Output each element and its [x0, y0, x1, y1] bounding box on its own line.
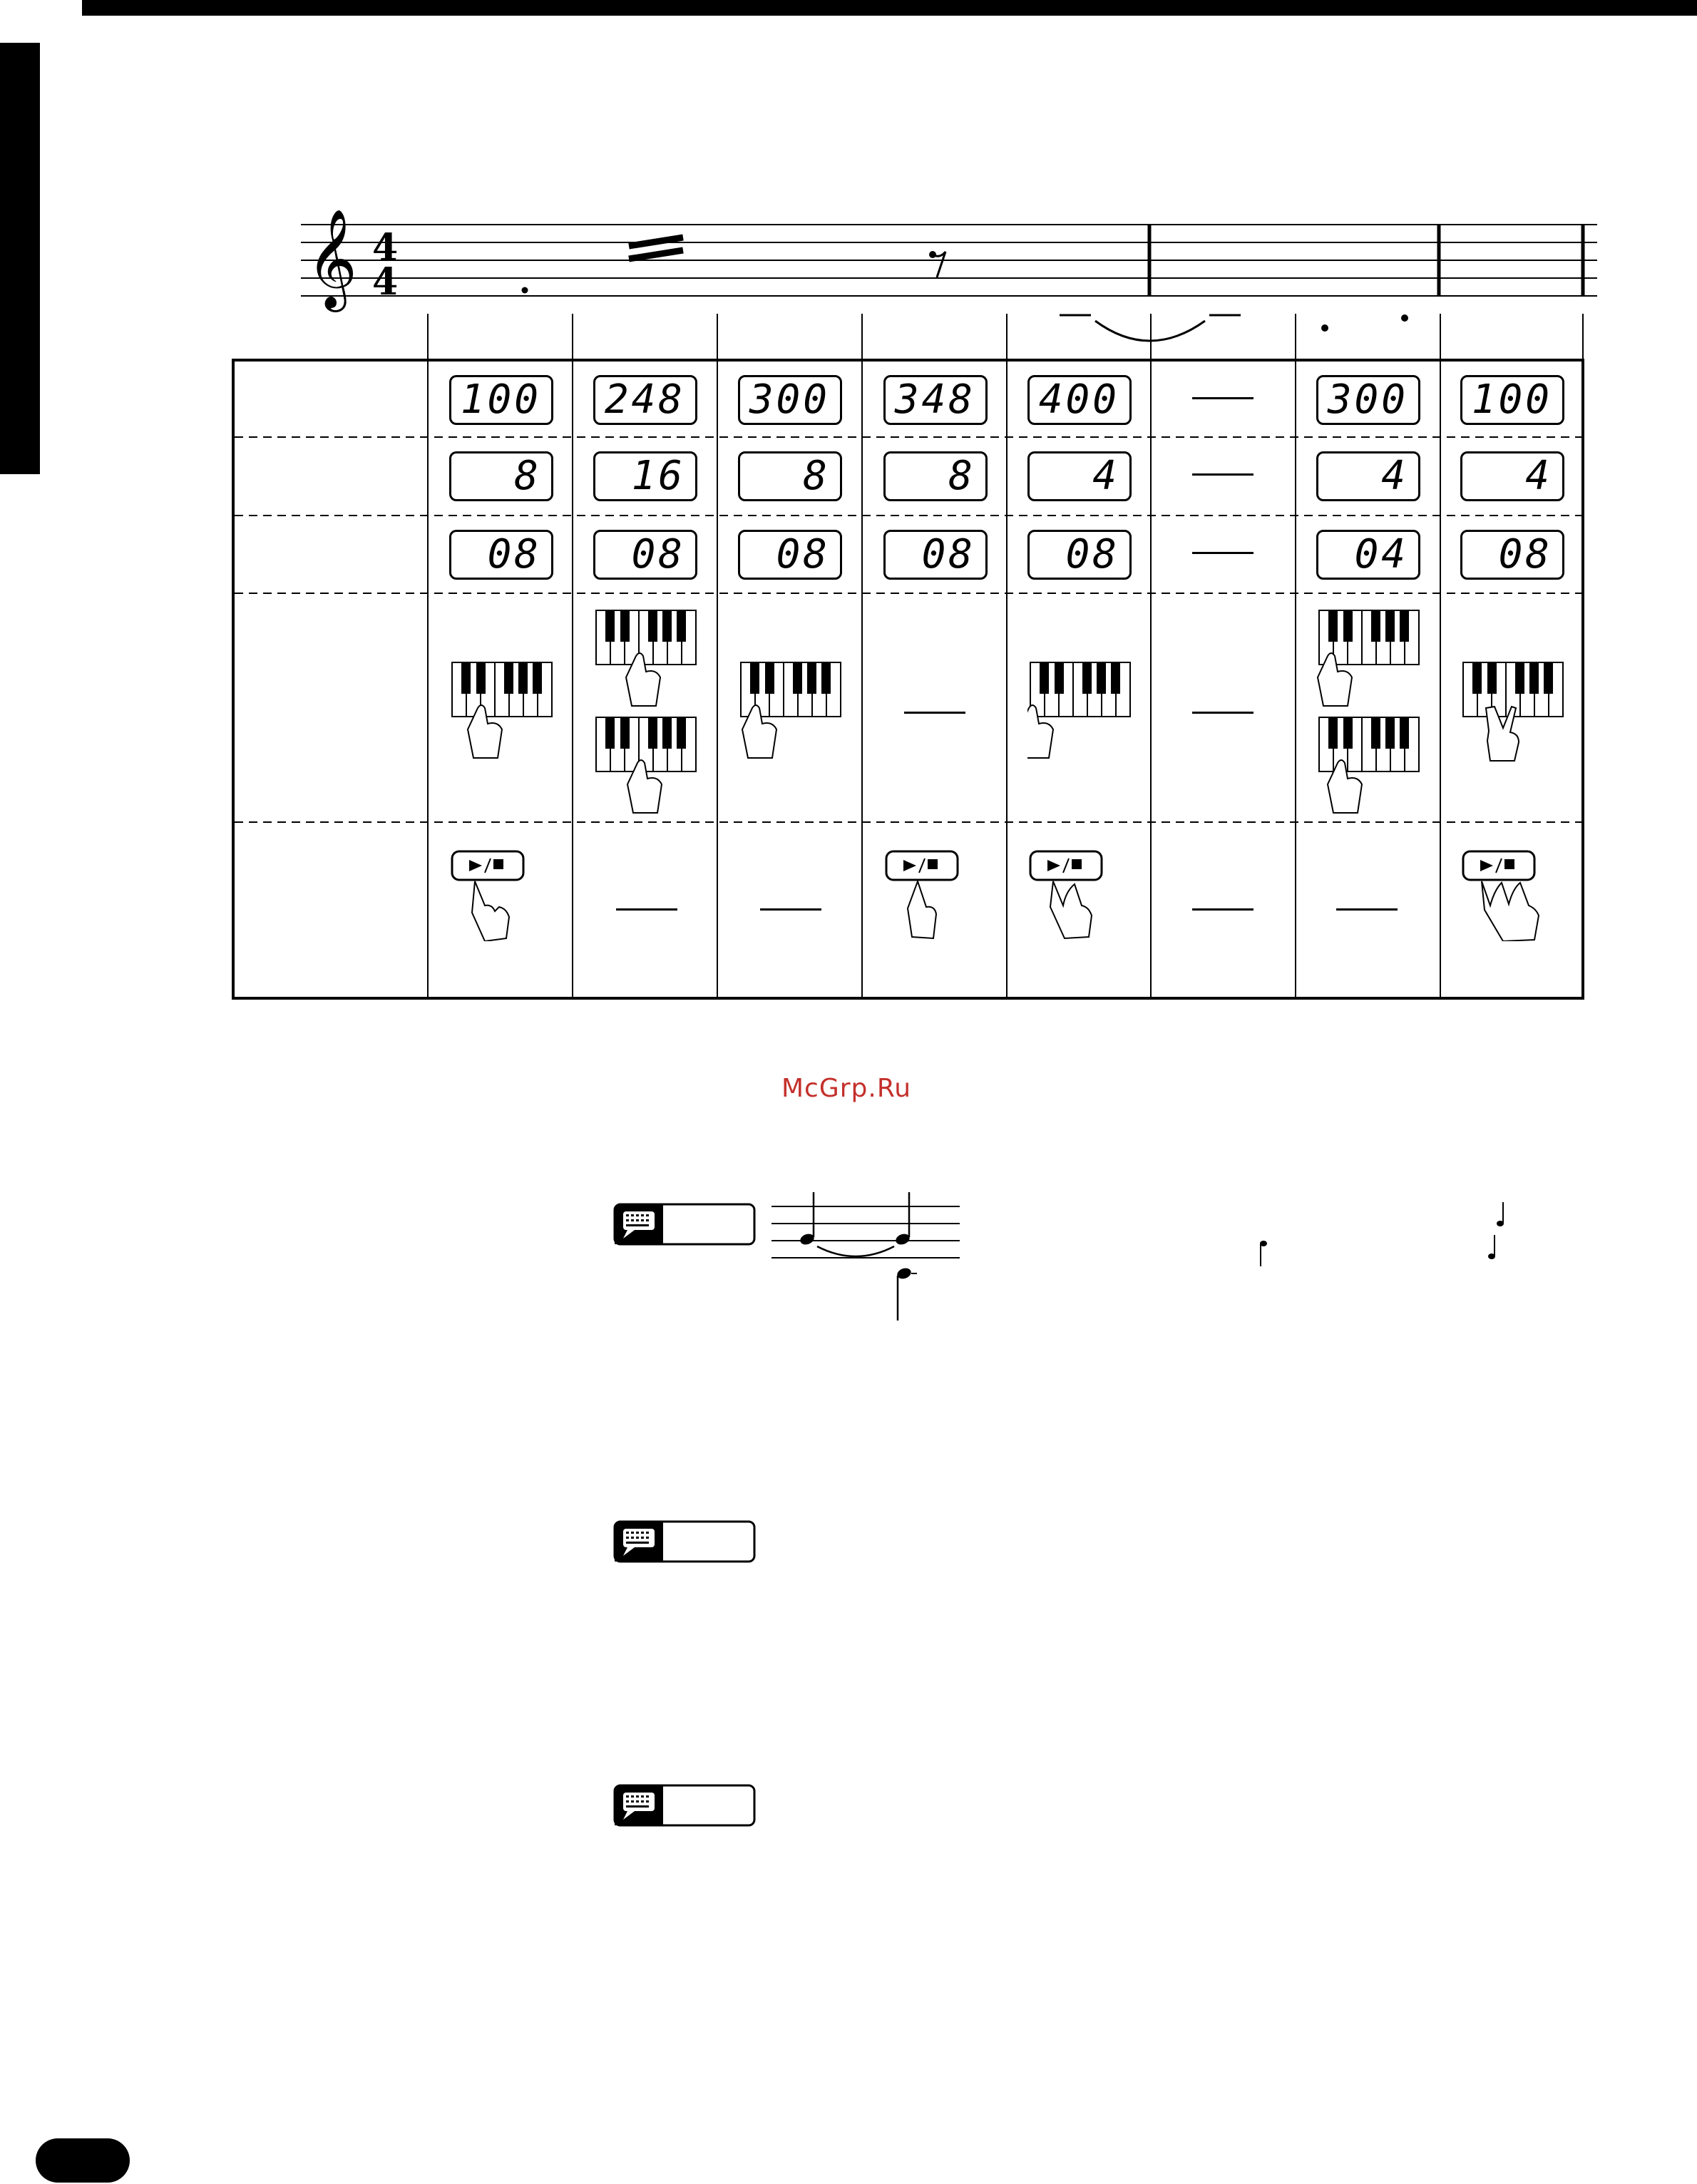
keyboard-hand-icon	[449, 660, 556, 767]
lcd-row3-col4: 08	[883, 530, 988, 580]
treble-clef-icon: 𝄞	[307, 209, 357, 308]
quarter-note-icon	[1256, 1238, 1271, 1269]
lcd-row2-col8: 4	[1460, 451, 1564, 501]
play-stop-button-hand-icon	[883, 849, 976, 941]
lcd-row3-col8: 08	[1460, 530, 1564, 580]
lcd-row2-col7: 4	[1316, 451, 1420, 501]
lcd-row3-col3: 08	[738, 530, 842, 580]
keyboard-hand-icon	[593, 714, 700, 821]
empty-dash	[1192, 712, 1253, 714]
keyboard-hand-icon	[1027, 660, 1134, 767]
keyboard-two-finger-icon	[1460, 660, 1567, 767]
play-stop-button-hand-icon	[1027, 849, 1120, 941]
keyboard-hand-icon	[1316, 714, 1423, 821]
empty-dash	[1192, 397, 1253, 399]
play-stop-button-hand-icon	[1460, 849, 1567, 941]
speech-bubble-note-icon	[613, 1520, 756, 1564]
lcd-row3-col1: 08	[449, 530, 553, 580]
svg-text:4: 4	[372, 260, 399, 304]
lcd-row1-col5: 400	[1027, 375, 1132, 425]
empty-dash	[1192, 473, 1253, 476]
lcd-row1-col8: 100	[1460, 375, 1564, 425]
tied-notes-staff	[770, 1191, 970, 1326]
lcd-row1-col4: 348	[883, 375, 988, 425]
watermark: McGrp.Ru	[781, 1074, 912, 1103]
page-number-badge	[36, 2138, 130, 2183]
empty-dash	[1192, 552, 1253, 554]
play-stop-button-hand-icon	[449, 849, 542, 941]
lcd-row2-col3: 8	[738, 451, 842, 501]
lcd-row3-col7: 04	[1316, 530, 1420, 580]
empty-dash	[760, 908, 821, 911]
keyboard-hand-icon	[1316, 607, 1423, 714]
lcd-row2-col4: 8	[883, 451, 988, 501]
lcd-row2-col1: 8	[449, 451, 553, 501]
lcd-row2-col5: 4	[1027, 451, 1132, 501]
lcd-row1-col3: 300	[738, 375, 842, 425]
empty-dash	[904, 712, 965, 714]
lcd-row1-col7: 300	[1316, 375, 1420, 425]
lcd-row2-col2: 16	[593, 451, 697, 501]
two-notes-icon	[1486, 1201, 1507, 1262]
lcd-row1-col1: 100	[449, 375, 553, 425]
empty-dash	[1192, 908, 1253, 911]
timing-table-grid	[0, 0, 1697, 1012]
speech-bubble-note-icon	[613, 1784, 756, 1828]
lcd-row3-col2: 08	[593, 530, 697, 580]
speech-bubble-note-icon	[613, 1203, 756, 1247]
empty-dash	[1336, 908, 1398, 911]
keyboard-hand-icon	[738, 660, 845, 767]
svg-text:4: 4	[372, 226, 399, 270]
keyboard-hand-icon	[593, 607, 700, 714]
empty-dash	[616, 908, 677, 911]
lcd-row1-col2: 248	[593, 375, 697, 425]
lcd-row3-col5: 08	[1027, 530, 1132, 580]
